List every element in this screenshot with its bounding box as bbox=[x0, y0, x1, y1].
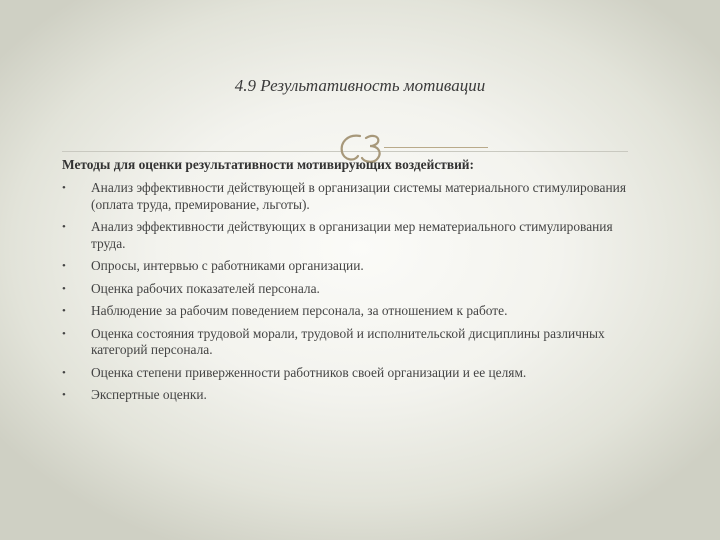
bullet-icon: • bbox=[62, 221, 66, 233]
bullet-icon: • bbox=[62, 305, 66, 317]
list-item-text: Опросы, интервью с работниками организации. bbox=[91, 258, 364, 273]
list-item bbox=[62, 258, 632, 275]
bullet-icon: • bbox=[62, 327, 66, 340]
methods-list bbox=[62, 180, 632, 410]
list-item bbox=[62, 303, 632, 320]
slide-title: 4.9 Результативность мотивации bbox=[234, 76, 486, 95]
list-item-text: Наблюдение за рабочим поведением персонала, за отношением к работе. bbox=[91, 303, 508, 318]
list-item bbox=[62, 281, 632, 298]
bullet-icon: • bbox=[62, 182, 66, 194]
list-item bbox=[62, 365, 632, 382]
list-item bbox=[62, 219, 632, 252]
list-item bbox=[62, 180, 632, 213]
list-item-text: Оценка рабочих показателей персонала. bbox=[91, 280, 320, 296]
bullet-icon: • bbox=[62, 389, 66, 401]
methods-heading: Методы для оценки результативности мотивирующих воздействий: bbox=[62, 157, 474, 172]
list-item bbox=[62, 326, 632, 359]
bullet-icon: • bbox=[62, 260, 66, 272]
list-item-text: Экспертные оценки. bbox=[91, 387, 207, 402]
bullet-icon: • bbox=[62, 366, 66, 379]
divider-accent-line bbox=[384, 147, 488, 148]
list-item-text: Анализ эффективности действующей в организации системы материального стимулирования (оплата труда, премирование, льготы). bbox=[91, 180, 626, 212]
bullet-icon: • bbox=[62, 282, 66, 295]
list-item-text: Оценка степени приверженности работников своей организации и ее целям. bbox=[91, 364, 527, 380]
list-item-text: Анализ эффективности действующих в организации мер нематериального стимулирования труда. bbox=[91, 219, 613, 251]
list-item-text: Оценка состояния трудовой морали, трудовой и исполнительской дисциплины различных категорий персонала. bbox=[91, 325, 605, 357]
list-item bbox=[62, 387, 632, 404]
